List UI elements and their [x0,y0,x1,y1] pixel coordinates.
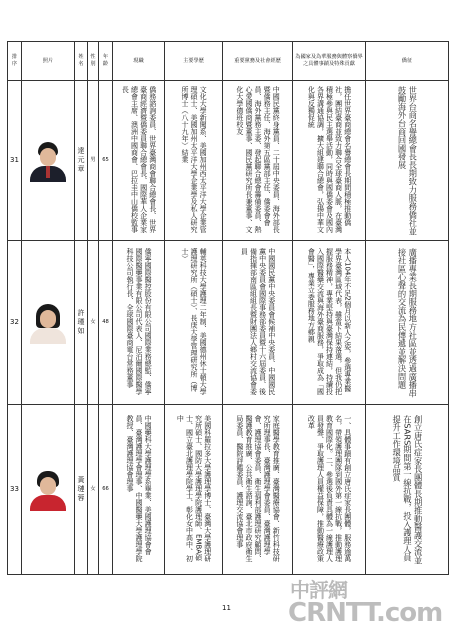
cell-title [113,81,165,241]
cell-contribution [293,241,366,405]
header-name: 姓名 [75,42,88,81]
cell-name [75,241,88,405]
cell-experience [223,81,293,241]
table-row [8,81,449,241]
table-row [8,241,449,405]
cell-seq: 33 [8,405,22,575]
table-row [8,405,449,575]
experience-text: 中國國民黨中央委員會候補中央委員、中國國民黨中央委員會國際事務部委員暨十六屆委員、後備指揮部南區組組長暨財團法人鄉村交流協會委員 [240,247,276,395]
cell-education [165,405,223,575]
cell-education [165,81,223,241]
cell-gender: 女 [88,241,99,405]
header-education: 主要學歷 [165,42,223,81]
education-text: 輔英科技大學護理二年制、美國德州休士頓大學護理研究所（碩士）、長庚大學管理研究所（博士） [180,247,208,395]
cell-platform [366,81,449,241]
header-seq: 排序 [8,42,22,81]
candidate-photo [28,469,68,511]
cell-photo [22,81,75,241]
cell-education [165,241,223,405]
platform-text: 廣播專業長期服務地方社區並透過廣播串接社區心聲的交流為民傳遞並解決問題 [397,247,418,397]
cell-photo [22,241,75,405]
education-text: 美國科羅拉多大學護理學博士、臺灣大學護理研究所碩士、國防大學護理學院護理師、EMBA碩士、國立臺北護理學院學士、彰化女中高中、初中 [176,414,212,562]
candidate-photo [28,140,68,182]
candidate-name: 達元章 [77,147,85,173]
cell-age: 66 [99,405,113,575]
cell-name [75,81,88,241]
current-title: 僑務諮詢委員、世界臺灣商會聯合總會長、世界臺商經濟暨僑委員聯合總會長、國際華人企業家總會主席、澳洲中國商會、巴拉圭中山僑校監事長 [121,85,157,233]
candidate-photo [28,302,68,344]
cell-age: 48 [99,241,113,405]
candidate-name: 黃璉蓉 [77,476,85,502]
header-photo: 照片 [22,42,75,81]
experience-text: 家庭醫學教育推廣、臺灣醫療協會、新竹科技研究所理事長、臺灣護理學會委員、臺灣護理學會、護理協會委員、衛生福利部護理研究顧問、醫護教育推廣、公共衛生諮詢、臺北市政府衛生局委員、醫院評鑑委員、護理交流協會理事 [235,414,281,562]
cell-gender: 女 [88,405,99,575]
current-title: 中國藥科大學護理學系畢業、美國護理協會會員、臺灣護理學會理事、中國醫藥大學護理學院教授、臺灣護理協會理事 [125,414,153,562]
contribution-text: 一、具體事蹟有創立唐氏症家長團體，服務逾萬名，帶領護理團隊到國外第一線抗戰，推動護理教育國際化。二、參選後負責具體為一線護理人員發聲、爭取護理人員權益保障，推動醫療政策改革 [307,414,352,562]
cell-platform [366,241,449,405]
candidate-table [7,41,449,575]
experience-text: 中國民黨終身黨員、二十屆中央委員、海外部長暨僑務主任、海外第五區黨部主任、僑委會會員、海外黨務主委、發起聯合總會籌備委員、熱心愛國僑商暨董事、國民黨研究所長兼董事、文化大學德班校友 [235,85,281,233]
candidate-roster-document [7,41,448,575]
header-gender: 性別 [88,42,99,81]
header-title: 現職 [113,42,165,81]
platform-text: 創立唐氏症家長團體長期推動醫護交流並在SARS期間第一線抗戰，投入護理人員提升工作環境品質 [391,414,424,564]
cell-seq: 32 [8,241,22,405]
cell-contribution [293,81,366,241]
watermark-english: CRNTT.com [288,598,443,628]
cell-title [113,241,165,405]
header-age: 年齡 [99,42,113,81]
cell-experience [223,405,293,575]
watermark-chinese: 中評網 [290,578,347,602]
cell-name [75,405,88,575]
cell-age: 65 [99,81,113,241]
cell-photo [22,405,75,575]
header-contribution: 為國家及為華服務與體察僑界之具體事蹟及特殊貢獻 [293,42,366,81]
cell-experience [223,241,293,405]
cell-platform [366,405,449,575]
platform-text: 世界台商名譽總會長長期致力服務僑社並鼓勵海外台商回國發展 [397,85,418,235]
cell-contribution [293,405,366,575]
table-header-row [8,42,449,81]
education-text: 文化大學新聞系、美國加州西太平洋大學企業管理碩士、美國加州太平洋大學企業學及私人研究所博士（八十九年）結業 [180,85,208,233]
header-experience: 重要黨務及社會經歷 [223,42,293,81]
candidate-name: 許瑾如 [77,309,85,335]
cell-seq: 31 [8,81,22,241]
contribution-text: 擔任世界臺商總會名譽總會長期間積極推動僑社，團結臺商並致力聯合全球臺商人脈，在臺灣積極參與民主選舉活動，同時與國僑委會及國內各界溝通協調，擴大組建聯合總會，弘揚中華文化與反獨促統 [307,85,352,233]
contribution-text: 本人104年不足2個月以新人之姿，參選專業醫學界臺灣區域代表，雖當下結果落選，但我仍把握服務精神，專業堅持與臺灣保持連結，持續投入國際醫藥交流與海外臺商服務，爭取成為「國會醫」，專業立委服務地方鄉親 [307,247,352,395]
cell-gender: 男 [88,81,99,241]
current-title: 僑寧國際醫控股份有限公司國際業務總監、僑寧國際醫藥事業有限公司代表人、尼泊爾國際醫學科技公司執行長、全球國際臺商電台常務董事 [125,247,153,395]
header-platform: 僑征 [366,42,449,81]
page-number: 11 [222,604,231,612]
cell-title [113,405,165,575]
